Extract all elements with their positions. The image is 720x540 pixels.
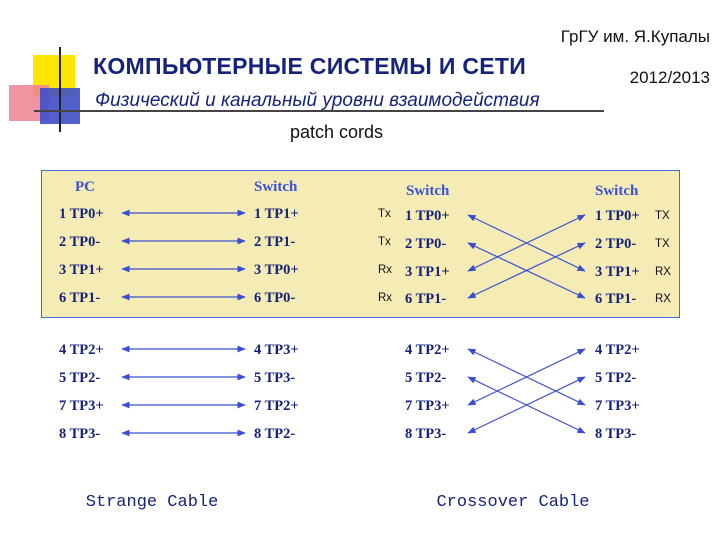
straight-right-pin: 6 TP0- — [254, 290, 296, 306]
straight-right-pin: 4 TP3+ — [254, 342, 299, 358]
straight-left-pin: 6 TP1- — [59, 290, 101, 306]
straight-right-pin: 2 TP1- — [254, 234, 296, 250]
crossover-left-pin: 6 TP1- — [405, 291, 447, 307]
straight-left-header: PC — [75, 179, 95, 195]
crossover-right-pin: 5 TP2- — [595, 370, 637, 386]
crossover-signal-label: RX — [655, 266, 671, 278]
straight-right-pin: 1 TP1+ — [254, 206, 299, 222]
crossover-right-pin: 6 TP1- — [595, 291, 637, 307]
crossover-left-pin: 4 TP2+ — [405, 342, 450, 358]
university-name: ГрГУ им. Я.Купалы — [560, 27, 710, 46]
crossover-right-pin: 4 TP2+ — [595, 342, 640, 358]
straight-signal-label: Rx — [378, 292, 393, 304]
crossover-left-header: Switch — [406, 183, 450, 199]
slide-heading: patch cords — [290, 122, 384, 142]
crossover-left-pin: 2 TP0- — [405, 236, 447, 252]
crossover-right-pins — [595, 208, 640, 442]
crossover-left-pin: 8 TP3- — [405, 426, 447, 442]
straight-left-pins — [59, 206, 104, 442]
straight-left-pin: 3 TP1+ — [59, 262, 104, 278]
crossover-left-pin: 1 TP0+ — [405, 208, 450, 224]
crossover-left-pin: 5 TP2- — [405, 370, 447, 386]
straight-right-pin: 5 TP3- — [254, 370, 296, 386]
crossover-right-pin: 3 TP1+ — [595, 264, 640, 280]
straight-right-header: Switch — [254, 179, 298, 195]
crossover-caption: Crossover Cable — [436, 493, 590, 512]
straight-left-pin: 7 TP3+ — [59, 398, 104, 414]
straight-signal-label: Tx — [378, 208, 391, 220]
straight-caption: Strange Cable — [85, 493, 219, 512]
straight-signal-label: Tx — [378, 236, 391, 248]
academic-year: 2012/2013 — [629, 68, 710, 87]
straight-left-pin: 8 TP3- — [59, 426, 101, 442]
crossover-signal-label: RX — [655, 293, 671, 305]
crossover-right-pin: 2 TP0- — [595, 236, 637, 252]
straight-right-pins — [254, 206, 299, 442]
crossover-wires — [468, 215, 585, 433]
crossover-left-pin: 3 TP1+ — [405, 264, 450, 280]
crossover-signals — [655, 210, 671, 305]
course-title: КОМПЬЮТЕРНЫЕ СИСТЕМЫ И СЕТИ — [93, 53, 527, 79]
straight-left-pin: 4 TP2+ — [59, 342, 104, 358]
straight-wires — [122, 213, 245, 433]
crossover-left-pins — [405, 208, 450, 442]
straight-right-pin: 8 TP2- — [254, 426, 296, 442]
crossover-signal-label: TX — [655, 238, 670, 250]
straight-signals — [378, 208, 392, 304]
straight-right-pin: 3 TP0+ — [254, 262, 299, 278]
crossover-right-pin: 1 TP0+ — [595, 208, 640, 224]
straight-left-pin: 5 TP2- — [59, 370, 101, 386]
crossover-right-header: Switch — [595, 183, 639, 199]
crossover-signal-label: TX — [655, 210, 670, 222]
crossover-right-pin: 8 TP3- — [595, 426, 637, 442]
lecture-subtitle: Физический и канальный уровни взаимодействия — [95, 90, 540, 111]
crossover-right-pin: 7 TP3+ — [595, 398, 640, 414]
crossover-left-pin: 7 TP3+ — [405, 398, 450, 414]
straight-left-pin: 1 TP0+ — [59, 206, 104, 222]
straight-signal-label: Rx — [378, 264, 393, 276]
straight-left-pin: 2 TP0- — [59, 234, 101, 250]
straight-right-pin: 7 TP2+ — [254, 398, 299, 414]
